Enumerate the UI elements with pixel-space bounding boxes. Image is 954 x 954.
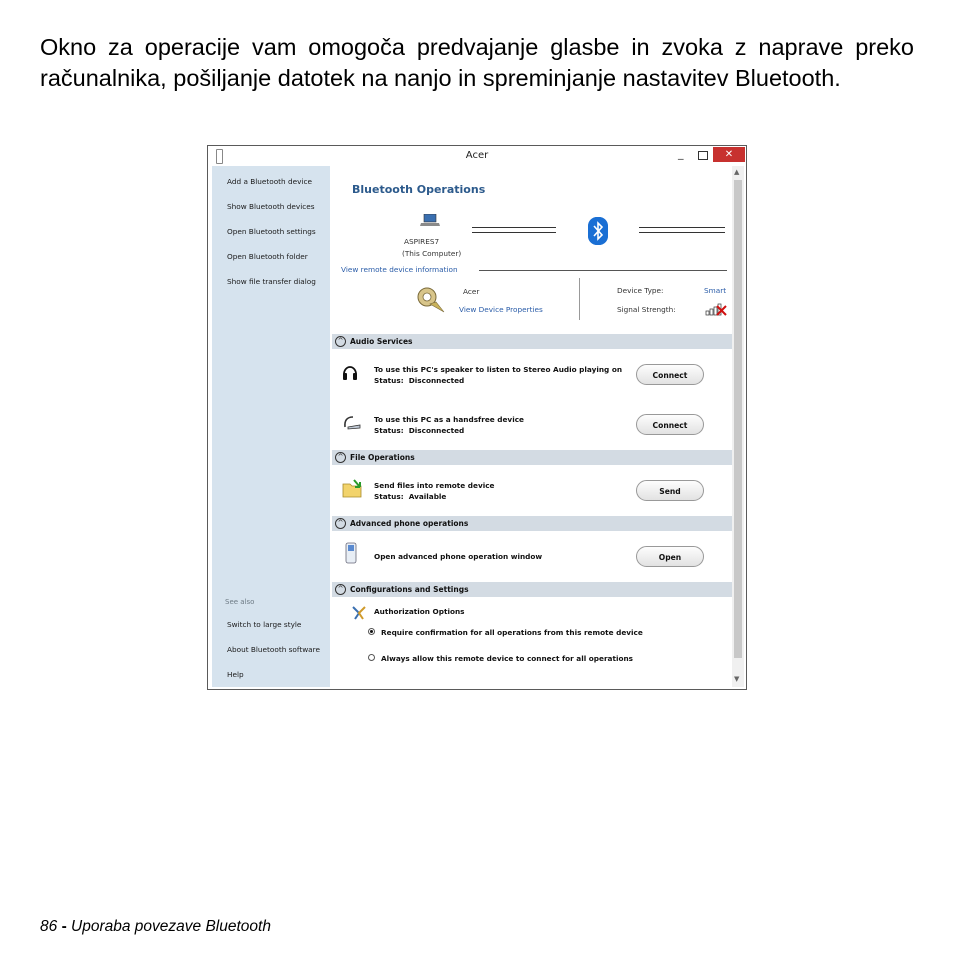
require-confirmation-radio[interactable]	[368, 628, 375, 635]
section-title: Advanced phone operations	[350, 519, 469, 528]
intro-paragraph: Okno za operacije vam omogoča predvajanje glasbe in zvoka z naprave preko računalnika, pošiljanje datotek na nanjo in spreminjanje nastavitev Bluetooth.	[40, 34, 914, 91]
remote-device-icon	[414, 284, 448, 314]
audio-stereo-status: Status: Disconnected	[374, 376, 465, 385]
sidebar-item-add-device[interactable]: Add a Bluetooth device	[227, 177, 312, 186]
connection-line-right	[639, 227, 725, 228]
chevron-up-icon[interactable]: ^	[335, 336, 346, 347]
connect-handsfree-button[interactable]: Connect	[636, 414, 704, 435]
connection-line-right-2	[639, 232, 725, 233]
send-files-text: Send files into remote device	[374, 481, 495, 490]
always-allow-radio[interactable]	[368, 654, 375, 661]
device-type-value: Smart	[704, 286, 727, 295]
main-panel	[330, 166, 732, 687]
section-title: Configurations and Settings	[350, 585, 469, 594]
view-remote-info-link[interactable]: View remote device information	[341, 265, 458, 274]
send-button[interactable]: Send	[636, 480, 704, 501]
require-confirmation-label[interactable]: Require confirmation for all operations from this remote device	[381, 628, 643, 637]
open-button[interactable]: Open	[636, 546, 704, 567]
scroll-up-icon[interactable]: ▲	[734, 168, 740, 176]
section-configurations[interactable]	[332, 582, 732, 597]
chevron-up-icon[interactable]: ^	[335, 584, 346, 595]
computer-name: ASPIRES7	[404, 237, 440, 246]
page-number: 86	[40, 918, 58, 935]
authorization-options-title: Authorization Options	[374, 607, 465, 616]
headset-icon	[342, 414, 362, 430]
audio-handsfree-text: To use this PC as a handsfree device	[374, 415, 524, 424]
bluetooth-icon	[588, 217, 608, 245]
title-bar	[208, 146, 746, 166]
phone-icon	[344, 542, 358, 564]
vertical-divider	[579, 278, 580, 320]
signal-strength-label: Signal Strength:	[617, 305, 676, 314]
window-title: Acer	[465, 150, 489, 161]
section-title: Audio Services	[350, 337, 413, 346]
sidebar-item-large-style[interactable]: Switch to large style	[227, 620, 302, 629]
section-title: File Operations	[350, 453, 415, 462]
advanced-phone-text: Open advanced phone operation window	[374, 552, 543, 561]
close-button[interactable]: ✕	[713, 147, 745, 162]
section-audio-services[interactable]	[332, 334, 732, 349]
audio-handsfree-status: Status: Disconnected	[374, 426, 465, 435]
always-allow-label[interactable]: Always allow this remote device to connect for all operations	[381, 654, 634, 663]
maximize-button[interactable]	[698, 151, 708, 160]
authorization-icon	[350, 604, 368, 622]
headphones-icon	[342, 362, 358, 382]
view-device-properties-link[interactable]: View Device Properties	[459, 305, 543, 314]
page-footer	[40, 918, 271, 936]
connection-line-left	[472, 227, 556, 228]
divider-line	[479, 270, 727, 271]
sidebar-item-open-settings[interactable]: Open Bluetooth settings	[227, 227, 316, 236]
page-title: Bluetooth Operations	[352, 183, 486, 196]
sidebar-item-help[interactable]: Help	[227, 670, 244, 679]
bluetooth-window	[207, 145, 747, 690]
sidebar-item-about[interactable]: About Bluetooth software	[227, 645, 320, 654]
device-type-label: Device Type:	[617, 286, 664, 295]
device-name: Acer	[463, 287, 480, 296]
section-advanced-phone[interactable]	[332, 516, 732, 531]
sidebar-item-show-devices[interactable]: Show Bluetooth devices	[227, 202, 315, 211]
folder-send-icon	[342, 478, 364, 498]
section-file-operations[interactable]	[332, 450, 732, 465]
sidebar-item-file-transfer[interactable]: Show file transfer dialog	[227, 277, 316, 286]
see-also-label: See also	[225, 598, 255, 606]
sidebar	[212, 166, 331, 687]
footer-separator: -	[61, 918, 67, 935]
minimize-button[interactable]: _	[678, 147, 684, 160]
connect-stereo-button[interactable]: Connect	[636, 364, 704, 385]
send-files-status: Status: Available	[374, 492, 447, 501]
scroll-down-icon[interactable]: ▼	[734, 675, 740, 683]
laptop-icon	[420, 214, 440, 227]
chevron-up-icon[interactable]: ^	[335, 452, 346, 463]
scrollbar-thumb[interactable]	[734, 180, 742, 658]
connection-line-left-2	[472, 232, 556, 233]
audio-stereo-text: To use this PC's speaker to listen to Stereo Audio playing on	[374, 365, 623, 374]
computer-label: (This Computer)	[402, 249, 462, 258]
footer-section-title: Uporaba povezave Bluetooth	[71, 918, 271, 935]
sidebar-item-open-folder[interactable]: Open Bluetooth folder	[227, 252, 308, 261]
chevron-up-icon[interactable]: ^	[335, 518, 346, 529]
vertical-scrollbar[interactable]	[732, 166, 744, 687]
signal-strength-icon	[705, 301, 727, 316]
